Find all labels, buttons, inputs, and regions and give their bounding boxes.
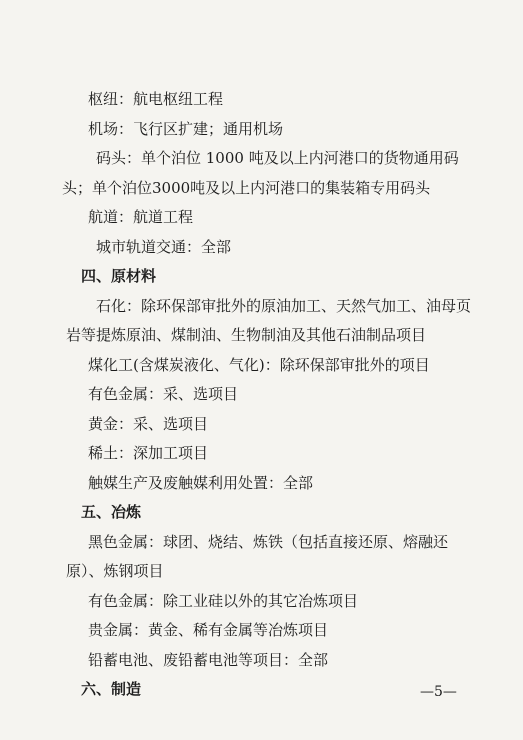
text-line: 城市轨道交通：全部 xyxy=(96,237,232,256)
section-heading: 六、制造 xyxy=(81,680,142,698)
text-line: 头；单个泊位3000吨及以上内河港口的集装箱专用码头 xyxy=(62,178,431,197)
text-line: 有色金属：采、选项目 xyxy=(88,385,239,403)
text-line: 贵金属：黄金、稀有金属等冶炼项目 xyxy=(88,621,329,639)
text-line: 煤化工(含煤炭液化、气化)：除环保部审批外的项目 xyxy=(88,355,430,374)
text-line: 岩等提炼原油、煤制油、生物制油及其他石油制品项目 xyxy=(66,326,427,344)
text-line: 机场：飞行区扩建；通用机场 xyxy=(88,119,284,138)
page-number: —5— xyxy=(420,684,457,700)
text-line: 枢纽：航电枢纽工程 xyxy=(88,90,224,108)
document-body xyxy=(62,85,472,705)
section-heading: 四、原材料 xyxy=(81,267,157,285)
text-line: 稀土：深加工项目 xyxy=(88,444,209,462)
text-line: 原）、炼钢项目 xyxy=(66,562,164,580)
section-heading: 五、冶炼 xyxy=(81,503,142,521)
text-line: 黄金：采、选项目 xyxy=(88,414,209,433)
text-line: 石化：除环保部审批外的原油加工、天然气加工、油母页 xyxy=(96,296,472,315)
text-line: 有色金属：除工业硅以外的其它冶炼项目 xyxy=(88,591,359,610)
text-line: 航道：航道工程 xyxy=(88,208,194,226)
text-line: 铅蓄电池、废铅蓄电池等项目：全部 xyxy=(88,650,329,669)
text-line: 触媒生产及废触媒利用处置：全部 xyxy=(88,473,314,492)
text-line: 黑色金属：球团、烧结、炼铁（包括直接还原、熔融还 xyxy=(88,532,449,551)
text-line: 码头：单个泊位 1000 吨及以上内河港口的货物通用码 xyxy=(96,149,459,167)
